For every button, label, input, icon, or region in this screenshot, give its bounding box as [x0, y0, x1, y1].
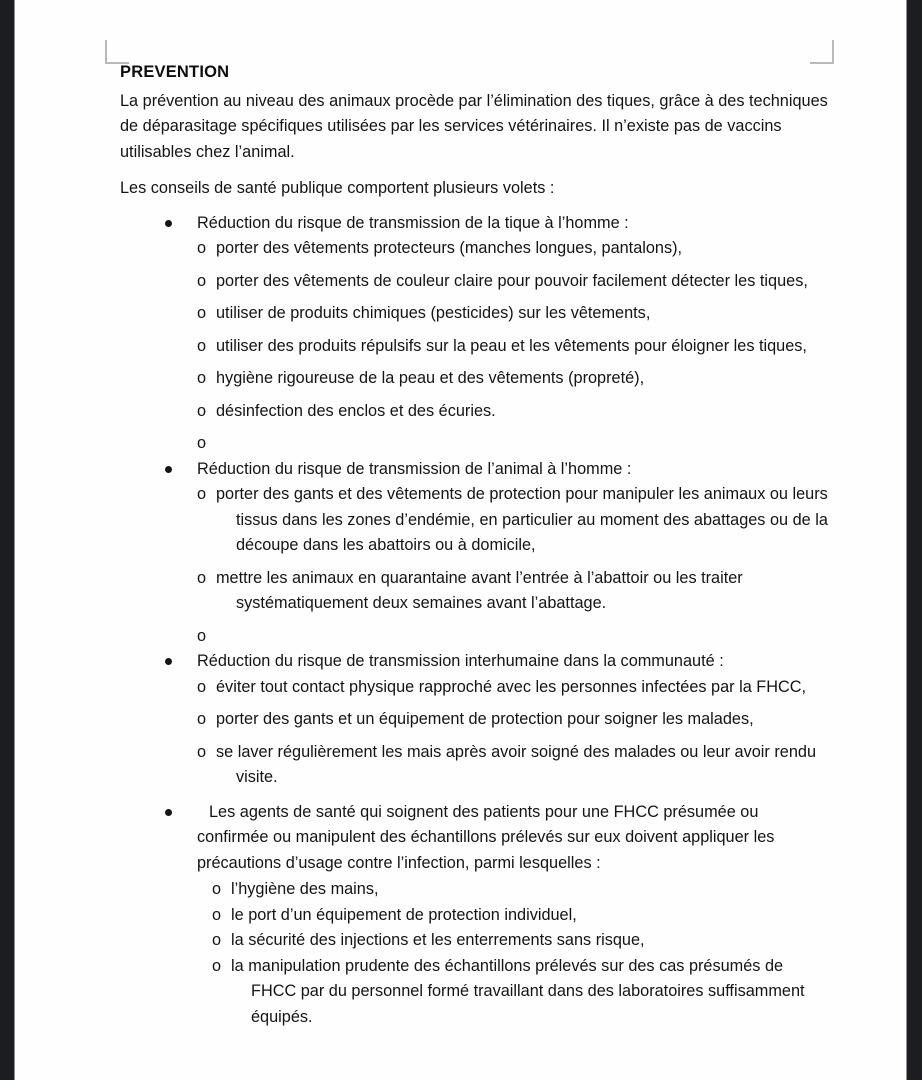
sub-list-item-empty: [197, 624, 830, 650]
list-item-label: Réduction du risque de transmission interhumaine dans la communauté :: [197, 652, 724, 671]
sub-bullet-marker-icon: o: [197, 742, 207, 761]
sub-list-item-label: éviter tout contact physique rapproché avec les personnes infectées par la FHCC,: [216, 677, 807, 696]
bullet-disc-icon: [165, 809, 172, 816]
bullet-disc-icon: [165, 658, 172, 665]
sub-list-item: [197, 236, 830, 262]
sub-list-item: [197, 301, 830, 327]
scan-border-left: [0, 0, 15, 1080]
sub-bullet-marker-icon: o: [197, 239, 207, 258]
list-item: [120, 649, 830, 791]
sub-list-item: [197, 399, 830, 425]
sub-list-item-label: se laver régulièrement les mais après avoir soigné des malades ou leur avoir rendu visite.: [216, 742, 816, 787]
paragraph-intro: La prévention au niveau des animaux procède par l’élimination des tiques, grâce à des techniques de déparasitage spécifiques utilisées par les services vétérinaires. Il n’existe pas de vaccins utilisables chez l’animal.: [120, 91, 828, 161]
document-content: [120, 62, 830, 1030]
paragraph-lead-in: Les conseils de santé publique comportent plusieurs volets :: [120, 179, 555, 198]
sub-bullet-marker-icon: o: [212, 880, 222, 899]
sub-list-item-label: porter des gants et un équipement de protection pour soigner les malades,: [216, 710, 754, 729]
sub-list: [197, 675, 830, 791]
sub-bullet-marker-icon: o: [212, 956, 222, 975]
sub-bullet-marker-icon: o: [197, 271, 207, 290]
sub-bullet-marker-icon: o: [197, 677, 207, 696]
sub-bullet-marker-icon: o: [197, 710, 207, 729]
sub-list-item-label: utiliser des produits répulsifs sur la peau et les vêtements pour éloigner les tiques,: [216, 336, 807, 355]
sub-list-item-label: l’hygiène des mains,: [231, 880, 379, 899]
sub-list-item: [197, 707, 830, 733]
list-item: [120, 457, 830, 650]
advice-list: [120, 211, 830, 1031]
sub-list-item-label: la manipulation prudente des échantillons prélevés sur des cas présumés de FHCC par du personnel formé travaillant dans des laboratoires suffisamment équipés.: [231, 956, 805, 1026]
sub-list-item: [212, 928, 830, 954]
scan-border-right: [906, 0, 922, 1080]
sub-bullet-marker-icon: o: [197, 434, 207, 453]
bullet-disc-icon: [165, 220, 172, 227]
sub-bullet-marker-icon: o: [197, 369, 207, 388]
sub-bullet-marker-icon: o: [197, 336, 207, 355]
sub-list-item-label: le port d’un équipement de protection individuel,: [231, 905, 577, 924]
sub-list-item: [212, 877, 830, 903]
sub-list-item-label: porter des vêtements de couleur claire pour pouvoir facilement détecter les tiques,: [216, 271, 808, 290]
sub-list-item: [197, 269, 830, 295]
sub-list-item: [197, 482, 830, 559]
list-item-label: Les agents de santé qui soignent des patients pour une FHCC présumée ou confirmée ou manipulent des échantillons prélevés sur eux doivent appliquer les précautions d’usage contre l’infection, parmi lesquelles :: [197, 802, 775, 872]
sub-list-item-label: la sécurité des injections et les enterrements sans risque,: [231, 931, 645, 950]
sub-list-item-label: porter des gants et des vêtements de protection pour manipuler les animaux ou leurs tissus dans les zones d’endémie, en particulier au moment des abattages ou de la découpe dans les abattoirs ou à domicile,: [216, 485, 828, 555]
sub-list-item: [212, 903, 830, 929]
sub-list-item-label: porter des vêtements protecteurs (manches longues, pantalons),: [216, 239, 683, 258]
sub-bullet-marker-icon: o: [197, 485, 207, 504]
list-item: [120, 211, 830, 457]
list-item: [120, 800, 830, 1031]
sub-list: [197, 482, 830, 649]
sub-list-item-empty: [197, 431, 830, 457]
sub-bullet-marker-icon: o: [197, 626, 207, 645]
document-page: [15, 0, 906, 1080]
crop-mark-top-right-icon: [810, 40, 834, 64]
crop-mark-top-left-icon: [105, 40, 129, 64]
sub-list-item: [197, 334, 830, 360]
sub-bullet-marker-icon: o: [212, 931, 222, 950]
sub-list: [212, 877, 830, 1030]
sub-bullet-marker-icon: o: [197, 401, 207, 420]
sub-list-item-label: mettre les animaux en quarantaine avant l’entrée à l’abattoir ou les traiter systématiquement deux semaines avant l’abattage.: [216, 568, 743, 613]
sub-list-item-label: utiliser de produits chimiques (pesticides) sur les vêtements,: [216, 304, 651, 323]
list-item-label: Réduction du risque de transmission de la tique à l’homme :: [197, 213, 629, 232]
sub-list-item: [197, 566, 830, 617]
sub-list-item: [197, 366, 830, 392]
bullet-disc-icon: [165, 466, 172, 473]
sub-bullet-marker-icon: o: [197, 568, 207, 587]
sub-list-item-label: désinfection des enclos et des écuries.: [216, 401, 496, 420]
sub-list-item-label: hygiène rigoureuse de la peau et des vêtements (propreté),: [216, 369, 645, 388]
sub-bullet-marker-icon: o: [212, 905, 222, 924]
sub-bullet-marker-icon: o: [197, 304, 207, 323]
sub-list-item: [197, 740, 830, 791]
page-title: PREVENTION: [120, 63, 230, 81]
sub-list-item: [212, 954, 830, 1031]
list-item-label: Réduction du risque de transmission de l’animal à l’homme :: [197, 459, 632, 478]
sub-list-item: [197, 675, 830, 701]
sub-list: [197, 236, 830, 457]
